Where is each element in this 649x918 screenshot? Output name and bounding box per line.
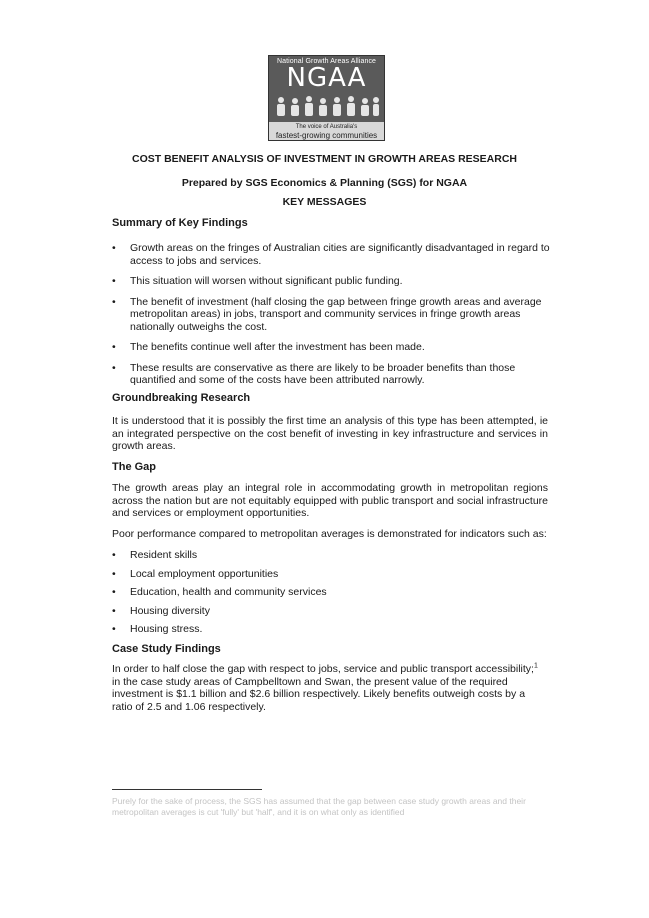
logo-tagline-line1: The voice of Australia's <box>295 124 358 130</box>
case-study-text-before: In order to half close the gap with respect to jobs, service and public transport accessibility; <box>112 663 534 675</box>
gap-indicators-list <box>112 549 552 636</box>
logo-tagline <box>269 122 384 140</box>
list-item: • Education, health and community services <box>112 586 552 599</box>
case-study-heading: Case Study Findings <box>112 643 221 655</box>
list-item: • Housing stress. <box>112 623 552 636</box>
gap-text: The growth areas play an integral role in accommodating growth in metropolitan regions across the nation but are not equitably equipped with public transport and social infrastructure and services or employment opportunities. <box>112 482 548 519</box>
logo-top-text: National Growth Areas Alliance <box>276 58 377 65</box>
footnote-divider <box>112 789 262 790</box>
list-item: • Housing diversity <box>112 605 552 618</box>
list-item: • This situation will worsen without significant public funding. <box>112 275 552 288</box>
key-messages-heading: KEY MESSAGES <box>282 196 367 208</box>
people-icon <box>273 96 380 120</box>
groundbreaking-heading: Groundbreaking Research <box>112 392 251 404</box>
gap-indicators-intro: Poor performance compared to metropolitan averages is demonstrated for indicators such as: <box>112 528 547 540</box>
summary-list <box>112 242 552 387</box>
list-item: • The benefit of investment (half closing the gap between fringe growth areas and average metropolitan areas) in jobs, transport and community services in fringe growth areas nationally outweighs the cost. <box>112 296 552 334</box>
document-title: COST BENEFIT ANALYSIS OF INVESTMENT IN GROWTH AREAS RESEARCH <box>131 153 518 165</box>
footnote: Purely for the sake of process, the SGS has assumed that the gap between case study growth areas and their metropolitan averages is cut 'fully' but 'half', and it is on what only as identified <box>112 796 526 817</box>
footnote-mark: 1 <box>533 662 538 670</box>
prepared-by: Prepared by SGS Economics & Planning (SGS) for NGAA <box>181 177 468 189</box>
logo-wordmark: NGAA <box>286 63 367 93</box>
list-item: • Resident skills <box>112 549 552 562</box>
list-item: • Growth areas on the fringes of Australian cities are significantly disadvantaged in regard to access to jobs and services. <box>112 242 552 267</box>
list-item: • These results are conservative as there are likely to be broader benefits than those quantified and some of the costs have been attributed narrowly. <box>112 362 552 387</box>
list-item: • The benefits continue well after the investment has been made. <box>112 341 552 354</box>
summary-heading: Summary of Key Findings <box>112 217 248 229</box>
groundbreaking-text: It is understood that it is possibly the first time an analysis of this type has been attempted, ie an integrated perspective on the cost benefit of investing in key infrastructure and services in growth areas. <box>112 415 548 452</box>
gap-heading: The Gap <box>112 461 157 473</box>
case-study-text <box>112 663 548 713</box>
list-item: • Local employment opportunities <box>112 568 552 581</box>
logo-tagline-line2: fastest-growing communities <box>275 131 378 140</box>
case-study-text-after: in the case study areas of Campbelltown and Swan, the present value of the required investment is $1.1 billion and $2.6 billion respectively. Likely benefits outweigh costs by a ratio of 2.5 and 1.06 respectively. <box>112 675 526 713</box>
ngaa-logo <box>268 55 385 141</box>
